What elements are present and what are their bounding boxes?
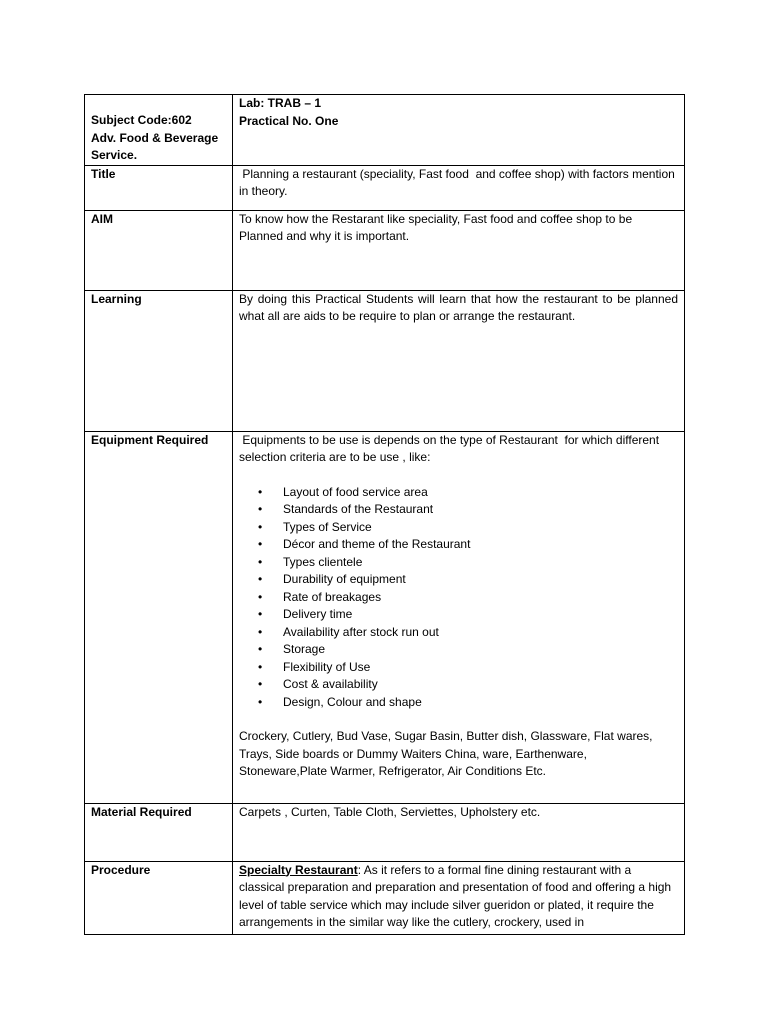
subject-code: Subject Code:602 [91, 113, 192, 127]
header-row [85, 95, 685, 166]
list-item: • Availability after stock run out [239, 624, 678, 642]
equipment-criteria-list [239, 484, 678, 712]
list-item: • Décor and theme of the Restaurant [239, 536, 678, 554]
aim-label: AIM [85, 210, 233, 290]
list-item: • Delivery time [239, 606, 678, 624]
procedure-text: : As it refers to a formal fine dining restaurant with a classical preparation and preparation and presentation of food and offering a high level of table service which may include silver gueridon or plated, it require the arrangements in the similar way like the cutlery, crockery, used in [239, 862, 672, 929]
learning-text: By doing this Practical Students will learn that how the restaurant to be planned what all are aids to be require to plan or arrange the restaurant. [233, 290, 685, 431]
header-right-cell [233, 95, 685, 166]
procedure-cell [233, 861, 685, 934]
learning-label: Learning [85, 290, 233, 431]
equipment-list-text: Crockery, Cutlery, Bud Vase, Sugar Basin, Butter dish, Glassware, Flat wares, Trays, Side boards or Dummy Waiters China, ware, Earthenware, Stoneware,Plate Warmer, Refrigerator, Air Conditions Etc. [239, 729, 653, 778]
list-item: • Types of Service [239, 519, 678, 537]
equipment-intro: Equipments to be use is depends on the type of Restaurant for which different selection criteria are to be use , like: [239, 432, 663, 464]
equipment-row [85, 431, 685, 803]
title-row [85, 165, 685, 210]
material-label: Material Required [85, 803, 233, 861]
list-item: • Types clientele [239, 554, 678, 572]
lab-label: Lab: TRAB – 1 [239, 96, 322, 110]
spacer [239, 711, 678, 728]
practical-table [84, 94, 685, 935]
list-item: • Rate of breakages [239, 589, 678, 607]
practical-number: Practical No. One [239, 113, 339, 128]
aim-text: To know how the Restarant like speciality, Fast food and coffee shop to be Planned and why it is important. [233, 210, 685, 290]
list-item: • Layout of food service area [239, 484, 678, 502]
title-label: Title [85, 165, 233, 210]
learning-row [85, 290, 685, 431]
aim-row [85, 210, 685, 290]
procedure-row [85, 861, 685, 934]
list-item: • Durability of equipment [239, 571, 678, 589]
equipment-label: Equipment Required [85, 431, 233, 803]
list-item: • Flexibility of Use [239, 659, 678, 677]
procedure-heading: Specialty Restaurant [239, 862, 358, 877]
spacer [239, 467, 678, 484]
list-item: • Storage [239, 641, 678, 659]
practical-sheet [84, 94, 685, 935]
title-text: Planning a restaurant (speciality, Fast food and coffee shop) with factors mention in theory. [233, 165, 685, 210]
procedure-label: Procedure [85, 861, 233, 934]
subject-name: Adv. Food & Beverage Service. [91, 130, 219, 162]
material-row [85, 803, 685, 861]
equipment-cell [233, 431, 685, 803]
material-text: Carpets , Curten, Table Cloth, Serviettes, Upholstery etc. [233, 803, 685, 861]
list-item: • Cost & availability [239, 676, 678, 694]
list-item: • Design, Colour and shape [239, 694, 678, 712]
header-left-cell [85, 95, 233, 166]
list-item: • Standards of the Restaurant [239, 501, 678, 519]
